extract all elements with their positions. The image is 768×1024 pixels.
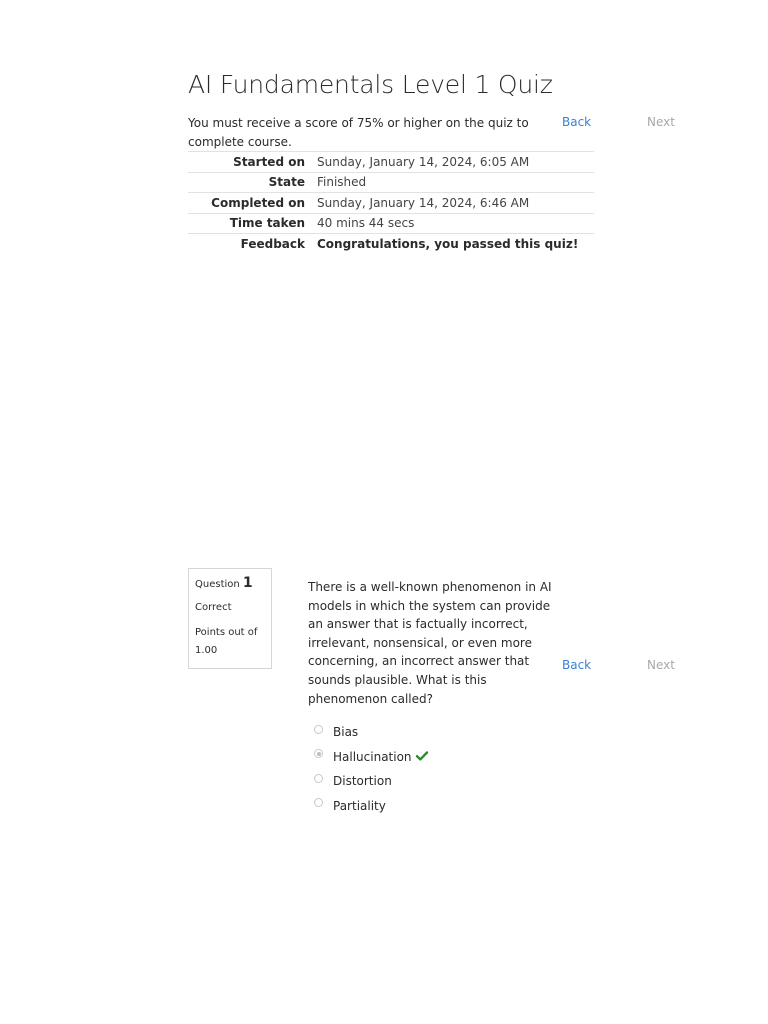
question-info-box	[188, 568, 272, 669]
answer-option-hallucination	[314, 745, 428, 770]
summary-row-state	[188, 172, 594, 193]
answer-option-partiality	[314, 794, 428, 819]
question-number	[195, 575, 265, 591]
question-grade: Points out of 1.00	[195, 627, 258, 656]
summary-value: Sunday, January 14, 2024, 6:46 AM	[317, 195, 530, 210]
feedback-message: Congratulations, you passed this quiz!	[317, 236, 579, 251]
summary-label: Feedback	[240, 236, 305, 251]
summary-value: Finished	[317, 175, 367, 190]
answer-label: Partiality	[333, 798, 386, 813]
summary-label: Started on	[233, 154, 305, 169]
answer-option-distortion	[314, 769, 428, 794]
quiz-intro-text: You must receive a score of 75% or higher on the quiz to complete course.	[188, 116, 529, 149]
summary-row-feedback	[188, 234, 594, 254]
radio-button[interactable]	[314, 774, 323, 783]
radio-button-selected[interactable]	[314, 749, 323, 758]
answer-option-bias	[314, 720, 428, 745]
page-title: AI Fundamentals Level 1 Quiz	[188, 70, 553, 99]
summary-label: State	[268, 175, 305, 190]
question-next-button: Next	[647, 658, 675, 672]
question-prefix: Question	[195, 579, 240, 590]
summary-row-time-taken	[188, 213, 594, 234]
next-button: Next	[647, 115, 675, 129]
radio-button[interactable]	[314, 725, 323, 734]
summary-value: Sunday, January 14, 2024, 6:05 AM	[317, 154, 530, 169]
checkmark-icon	[416, 750, 428, 764]
question-back-button[interactable]: Back	[562, 658, 592, 672]
summary-row-started	[188, 152, 594, 173]
answer-label: Hallucination	[333, 749, 412, 764]
question-state: Correct	[195, 602, 232, 613]
question-text: There is a well-known phenomenon in AI models in which the system can provide an answer that is factually incorrect, irrelevant, nonsensical, or even more concerning, an incorrect answer that sounds plausible. What is this phenomenon called?	[308, 580, 552, 706]
back-button[interactable]: Back	[562, 115, 592, 129]
answer-options	[314, 720, 428, 818]
summary-label: Completed on	[211, 195, 305, 210]
attempt-summary-table	[188, 151, 594, 254]
question-number-value: 1	[242, 575, 253, 591]
radio-button[interactable]	[314, 798, 323, 807]
summary-value: 40 mins 44 secs	[317, 216, 415, 231]
answer-label: Bias	[333, 725, 359, 740]
summary-label: Time taken	[229, 216, 305, 231]
answer-label: Distortion	[333, 774, 392, 789]
summary-row-completed	[188, 193, 594, 214]
